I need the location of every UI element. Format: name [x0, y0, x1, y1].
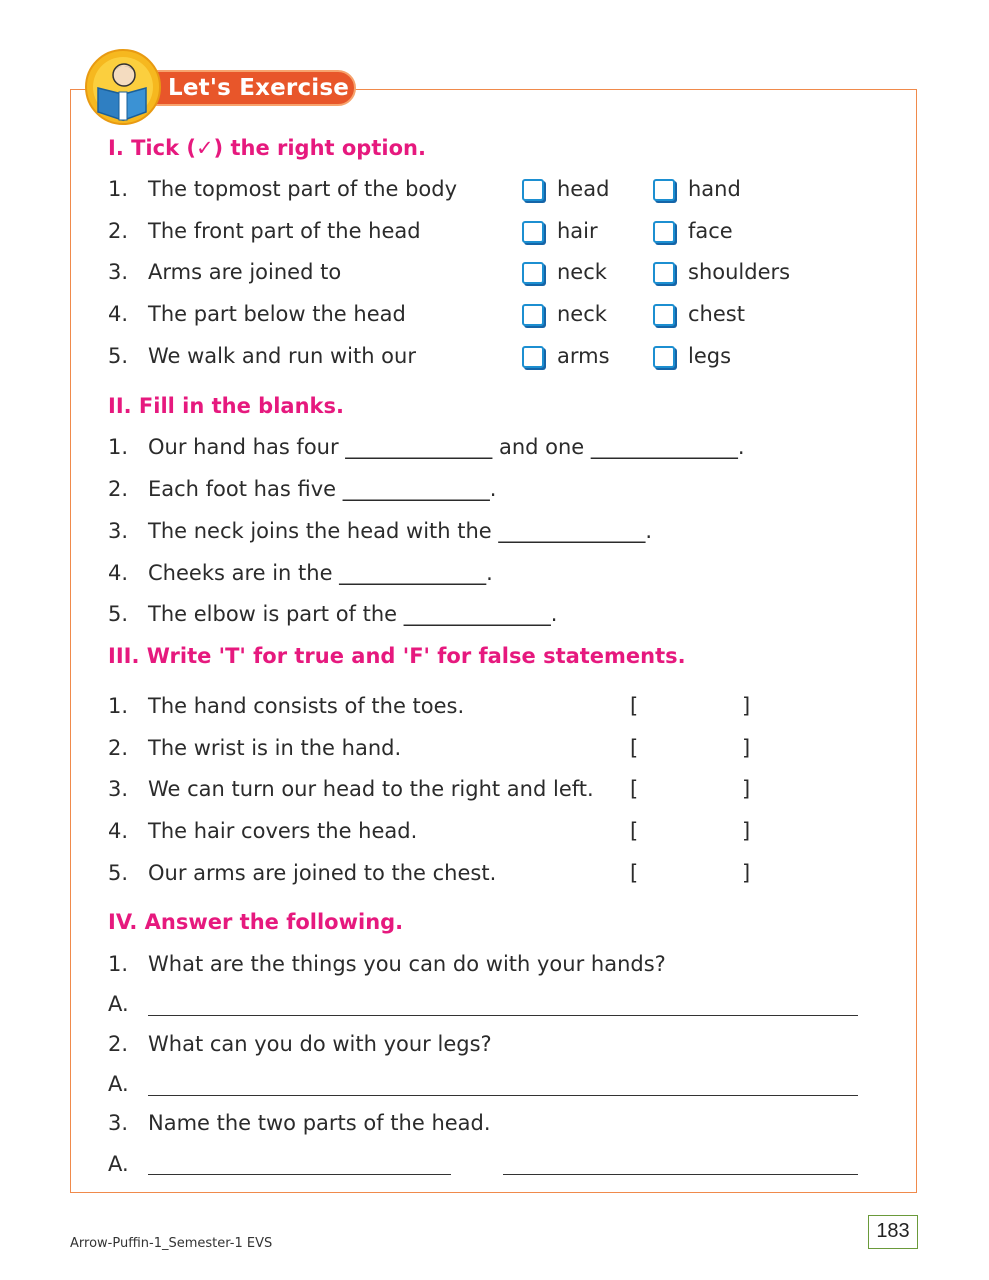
question-text: Arms are joined to: [148, 260, 342, 284]
section2-heading: II. Fill in the blanks.: [108, 394, 344, 418]
question-text: The front part of the head: [148, 219, 421, 243]
option-label: legs: [688, 344, 732, 368]
answer-bracket-close: ]: [742, 819, 751, 843]
statement-text: We can turn our head to the right and left.: [148, 777, 594, 801]
answer-bracket-open: [: [630, 694, 639, 718]
item-number: 4.: [108, 302, 129, 326]
option-label: neck: [557, 260, 607, 284]
answer-bracket-close: ]: [742, 861, 751, 885]
item-number: 4.: [108, 819, 129, 843]
checkbox[interactable]: [522, 304, 544, 326]
fill-blank-text[interactable]: Our hand has four ______________ and one ______________.: [148, 435, 745, 459]
item-number: 4.: [108, 561, 129, 585]
checkbox[interactable]: [653, 262, 675, 284]
option-label: hand: [688, 177, 741, 201]
option-label: hair: [557, 219, 598, 243]
item-number: 1.: [108, 694, 129, 718]
item-number: 2.: [108, 477, 129, 501]
question-text: What are the things you can do with your hands?: [148, 952, 666, 976]
section1-heading: I. Tick (✓) the right option.: [108, 136, 426, 160]
item-number: 5.: [108, 602, 129, 626]
item-number: 2.: [108, 219, 129, 243]
answer-bracket-close: ]: [742, 777, 751, 801]
item-number: 1.: [108, 952, 129, 976]
checkbox[interactable]: [653, 179, 675, 201]
fill-blank-text[interactable]: The neck joins the head with the ______________.: [148, 519, 653, 543]
option-label: chest: [688, 302, 745, 326]
question-text: Name the two parts of the head.: [148, 1111, 491, 1135]
exercise-frame: [70, 89, 917, 1193]
answer-line[interactable]: [148, 1174, 451, 1175]
answer-bracket-open: [: [630, 777, 639, 801]
answer-bracket-open: [: [630, 736, 639, 760]
item-number: 3.: [108, 777, 129, 801]
answer-bracket-close: ]: [742, 736, 751, 760]
option-label: head: [557, 177, 610, 201]
option-label: face: [688, 219, 733, 243]
checkbox[interactable]: [653, 346, 675, 368]
question-text: We walk and run with our: [148, 344, 416, 368]
item-number: 1.: [108, 177, 129, 201]
statement-text: The wrist is in the hand.: [148, 736, 402, 760]
answer-label: A.: [108, 1152, 129, 1176]
answer-bracket-open: [: [630, 861, 639, 885]
answer-bracket-open: [: [630, 819, 639, 843]
fill-blank-text[interactable]: Each foot has five ______________.: [148, 477, 497, 501]
item-number: 5.: [108, 861, 129, 885]
item-number: 3.: [108, 1111, 129, 1135]
book-title: Arrow-Puffin-1_Semester-1 EVS: [70, 1236, 273, 1251]
checkbox[interactable]: [522, 179, 544, 201]
answer-bracket-close: ]: [742, 694, 751, 718]
answer-line[interactable]: [503, 1174, 858, 1175]
statement-text: Our arms are joined to the chest.: [148, 861, 497, 885]
question-text: What can you do with your legs?: [148, 1032, 492, 1056]
item-number: 5.: [108, 344, 129, 368]
answer-label: A.: [108, 992, 129, 1016]
page-number: 183: [868, 1215, 918, 1249]
question-text: The topmost part of the body: [148, 177, 458, 201]
fill-blank-text[interactable]: Cheeks are in the ______________.: [148, 561, 493, 585]
option-label: shoulders: [688, 260, 791, 284]
checkbox[interactable]: [653, 304, 675, 326]
section4-heading: IV. Answer the following.: [108, 910, 404, 934]
item-number: 1.: [108, 435, 129, 459]
fill-blank-text[interactable]: The elbow is part of the ______________.: [148, 602, 558, 626]
reading-boy-icon: [84, 48, 162, 126]
option-label: neck: [557, 302, 607, 326]
item-number: 3.: [108, 519, 129, 543]
section3-heading: III. Write 'T' for true and 'F' for false statements.: [108, 644, 686, 668]
checkbox[interactable]: [522, 346, 544, 368]
item-number: 2.: [108, 736, 129, 760]
statement-text: The hair covers the head.: [148, 819, 418, 843]
item-number: 3.: [108, 260, 129, 284]
answer-line[interactable]: [148, 1015, 858, 1016]
header-title: Let's Exercise: [168, 75, 350, 101]
item-number: 2.: [108, 1032, 129, 1056]
checkbox[interactable]: [522, 221, 544, 243]
statement-text: The hand consists of the toes.: [148, 694, 465, 718]
checkbox[interactable]: [522, 262, 544, 284]
question-text: The part below the head: [148, 302, 406, 326]
option-label: arms: [557, 344, 610, 368]
answer-label: A.: [108, 1072, 129, 1096]
answer-line[interactable]: [148, 1095, 858, 1096]
checkbox[interactable]: [653, 221, 675, 243]
